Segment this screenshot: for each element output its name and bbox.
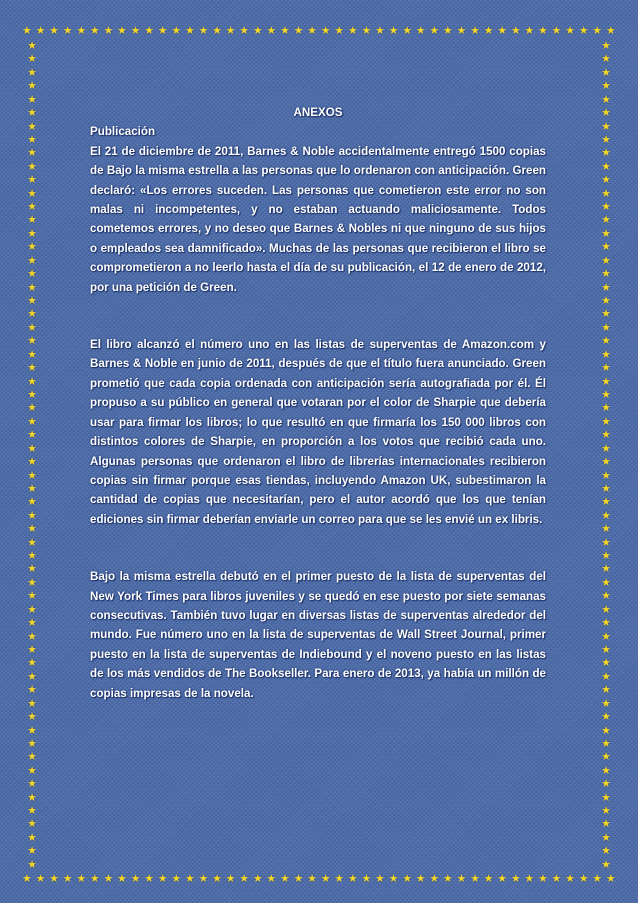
star-icon: ★	[27, 308, 37, 321]
star-icon: ★	[62, 25, 73, 37]
star-icon: ★	[601, 536, 611, 549]
star-icon: ★	[27, 133, 37, 146]
star-icon: ★	[27, 831, 37, 844]
star-icon: ★	[601, 737, 611, 750]
star-icon: ★	[27, 791, 37, 804]
star-icon: ★	[27, 362, 37, 375]
star-icon: ★	[601, 214, 611, 227]
star-icon: ★	[601, 858, 611, 871]
star-icon: ★	[27, 429, 37, 442]
star-icon: ★	[361, 873, 372, 885]
star-icon: ★	[601, 576, 611, 589]
star-icon: ★	[456, 25, 467, 37]
star-icon: ★	[27, 402, 37, 415]
star-icon: ★	[27, 751, 37, 764]
star-icon: ★	[601, 147, 611, 160]
star-icon: ★	[601, 456, 611, 469]
star-icon: ★	[601, 697, 611, 710]
star-icon: ★	[27, 335, 37, 348]
star-icon: ★	[601, 120, 611, 133]
star-icon: ★	[27, 818, 37, 831]
star-icon: ★	[27, 778, 37, 791]
star-icon: ★	[76, 873, 87, 885]
star-icon: ★	[497, 25, 508, 37]
star-icon: ★	[442, 873, 453, 885]
star-icon: ★	[27, 764, 37, 777]
star-icon: ★	[27, 482, 37, 495]
star-icon: ★	[601, 348, 611, 361]
star-icon: ★	[27, 53, 37, 66]
star-icon: ★	[442, 25, 453, 37]
star-icon: ★	[35, 25, 46, 37]
star-icon: ★	[375, 25, 385, 37]
star-icon: ★	[601, 321, 611, 334]
star-icon: ★	[130, 873, 141, 885]
star-icon: ★	[601, 617, 611, 630]
star-icon: ★	[483, 25, 494, 37]
star-icon: ★	[551, 25, 562, 37]
star-icon: ★	[601, 603, 611, 616]
star-icon: ★	[601, 281, 611, 294]
star-icon: ★	[601, 40, 611, 52]
star-icon: ★	[27, 684, 37, 697]
star-icon: ★	[27, 590, 37, 603]
star-icon: ★	[27, 227, 37, 240]
star-icon: ★	[601, 791, 611, 804]
star-icon: ★	[27, 643, 37, 656]
star-icon: ★	[429, 873, 440, 885]
star-icon: ★	[601, 295, 611, 308]
paragraph-spacer	[90, 529, 546, 567]
star-border-bottom	[22, 873, 616, 885]
star-icon: ★	[601, 107, 611, 120]
star-icon: ★	[510, 25, 521, 37]
star-icon: ★	[279, 25, 290, 37]
star-icon: ★	[307, 873, 318, 885]
star-icon: ★	[239, 25, 250, 37]
star-icon: ★	[144, 25, 155, 37]
star-icon: ★	[524, 25, 535, 37]
star-icon: ★	[605, 873, 616, 885]
star-icon: ★	[49, 873, 60, 885]
star-icon: ★	[76, 25, 87, 37]
paragraph-3: Bajo la misma estrella debutó en el primer puesto de la lista de superventas del New York Times para libros juveniles y se quedó en ese puesto por siete semanas consecutivas. También tuvo lugar en diversas listas de superventas alrededor del mundo. Fue número uno en la lista de superventas de Wall Street Journal, primer puesto en la lista de superventas de Indiebound y el noveno puesto en las listas de los más vendidos de The Bookseller. Para enero de 2013, ya había un millón de copias impresas de la novela.	[90, 570, 546, 700]
star-icon: ★	[27, 603, 37, 616]
star-icon: ★	[601, 388, 611, 401]
star-icon: ★	[592, 25, 603, 37]
star-icon: ★	[27, 442, 37, 455]
star-icon: ★	[22, 25, 32, 37]
star-icon: ★	[27, 254, 37, 267]
star-icon: ★	[239, 873, 250, 885]
star-icon: ★	[27, 536, 37, 549]
star-icon: ★	[103, 873, 114, 885]
star-icon: ★	[388, 873, 399, 885]
star-icon: ★	[601, 429, 611, 442]
star-icon: ★	[293, 873, 304, 885]
star-icon: ★	[470, 25, 480, 37]
star-icon: ★	[252, 873, 263, 885]
star-icon: ★	[601, 657, 611, 670]
star-icon: ★	[27, 93, 37, 106]
star-icon: ★	[130, 25, 141, 37]
star-icon: ★	[279, 873, 290, 885]
star-icon: ★	[27, 737, 37, 750]
paragraph-1: El 21 de diciembre de 2011, Barnes & Noble accidentalmente entregó 1500 copias de Bajo la misma estrella a las personas que lo ordenaron con anticipación. Green declaró: «Los errores suceden. Las personas que cometieron este error no son malas ni incompetentes, y no estaban actuando maliciosamente. Todos cometemos errores, y no deseo que Barnes & Nobles ni que ninguno de sus hijos o empleados sea damnificado». Muchas de las personas que recibieron el libro se comprometieron a no leerlo hasta el día de su publicación, el 12 de enero de 2012, por una petición de Green.	[90, 144, 546, 294]
star-icon: ★	[27, 40, 37, 52]
star-icon: ★	[601, 66, 611, 79]
star-icon: ★	[27, 375, 37, 388]
star-icon: ★	[483, 873, 494, 885]
star-icon: ★	[347, 25, 358, 37]
star-icon: ★	[601, 805, 611, 818]
star-icon: ★	[27, 160, 37, 173]
star-icon: ★	[601, 818, 611, 831]
star-icon: ★	[429, 25, 440, 37]
star-icon: ★	[601, 482, 611, 495]
star-icon: ★	[601, 724, 611, 737]
star-icon: ★	[510, 873, 521, 885]
star-icon: ★	[388, 25, 399, 37]
star-icon: ★	[320, 873, 331, 885]
star-icon: ★	[212, 873, 222, 885]
star-icon: ★	[184, 873, 195, 885]
star-icon: ★	[103, 25, 114, 37]
star-icon: ★	[537, 25, 548, 37]
star-icon: ★	[89, 873, 100, 885]
star-icon: ★	[27, 469, 37, 482]
star-icon: ★	[184, 25, 195, 37]
star-icon: ★	[601, 778, 611, 791]
star-icon: ★	[524, 873, 535, 885]
section-heading: Publicación	[90, 125, 156, 139]
star-icon: ★	[27, 496, 37, 509]
star-icon: ★	[144, 873, 155, 885]
star-icon: ★	[601, 643, 611, 656]
star-border-top	[22, 25, 616, 37]
star-icon: ★	[601, 335, 611, 348]
star-icon: ★	[551, 873, 562, 885]
star-icon: ★	[27, 630, 37, 643]
star-icon: ★	[601, 630, 611, 643]
star-icon: ★	[601, 496, 611, 509]
star-border-right	[600, 40, 612, 871]
star-icon: ★	[601, 268, 611, 281]
star-icon: ★	[27, 107, 37, 120]
star-icon: ★	[601, 415, 611, 428]
star-icon: ★	[415, 873, 426, 885]
star-icon: ★	[320, 25, 331, 37]
star-icon: ★	[171, 873, 182, 885]
star-icon: ★	[27, 509, 37, 522]
star-icon: ★	[601, 93, 611, 106]
star-icon: ★	[225, 25, 236, 37]
star-icon: ★	[601, 711, 611, 724]
star-icon: ★	[27, 241, 37, 254]
star-icon: ★	[537, 873, 548, 885]
star-icon: ★	[334, 25, 345, 37]
star-icon: ★	[601, 402, 611, 415]
star-icon: ★	[27, 120, 37, 133]
star-icon: ★	[49, 25, 60, 37]
star-icon: ★	[117, 873, 127, 885]
star-icon: ★	[27, 576, 37, 589]
star-icon: ★	[415, 25, 426, 37]
star-icon: ★	[198, 873, 209, 885]
star-icon: ★	[565, 25, 575, 37]
star-icon: ★	[605, 25, 616, 37]
star-icon: ★	[252, 25, 263, 37]
star-icon: ★	[601, 523, 611, 536]
star-icon: ★	[27, 66, 37, 79]
star-icon: ★	[601, 684, 611, 697]
star-icon: ★	[347, 873, 358, 885]
document-body	[90, 103, 546, 703]
star-icon: ★	[27, 348, 37, 361]
star-icon: ★	[27, 321, 37, 334]
star-icon: ★	[375, 873, 385, 885]
star-icon: ★	[456, 873, 467, 885]
star-icon: ★	[157, 25, 168, 37]
star-icon: ★	[27, 456, 37, 469]
star-icon: ★	[601, 174, 611, 187]
star-icon: ★	[601, 670, 611, 683]
star-icon: ★	[27, 617, 37, 630]
star-icon: ★	[27, 550, 37, 563]
paragraph-2: El libro alcanzó el número uno en las listas de superventas de Amazon.com y Barnes & Noble en junio de 2011, después de que el título fuera anunciado. Green prometió que cada copia ordenada con anticipación sería autografiada por él. Él propuso a su público en general que votaran por el color de Sharpie que debería usar para firmar los libros; lo que resultó en que firmaría los 150 000 libros con distintos colores de Sharpie, en proporción a los votos que recibió cada uno. Algunas personas que ordenaron el libro de librerías internacionales recibieron copias sin firmar porque esas tiendas, incluyendo Amazon UK, subestimaron la cantidad de copias que necesitarían, pero el autor acordó que los que tenían ediciones sin firmar deberían enviarle un correo para que se les envié un ex libris.	[90, 338, 546, 526]
star-icon: ★	[601, 133, 611, 146]
star-icon: ★	[601, 550, 611, 563]
star-icon: ★	[601, 831, 611, 844]
star-icon: ★	[89, 25, 100, 37]
star-icon: ★	[601, 160, 611, 173]
star-icon: ★	[27, 805, 37, 818]
star-icon: ★	[601, 442, 611, 455]
star-icon: ★	[293, 25, 304, 37]
star-icon: ★	[470, 873, 480, 885]
star-icon: ★	[601, 469, 611, 482]
star-icon: ★	[601, 308, 611, 321]
star-icon: ★	[22, 873, 32, 885]
star-icon: ★	[601, 563, 611, 576]
star-icon: ★	[27, 697, 37, 710]
star-icon: ★	[601, 201, 611, 214]
star-icon: ★	[27, 711, 37, 724]
star-icon: ★	[592, 873, 603, 885]
star-icon: ★	[565, 873, 575, 885]
star-icon: ★	[402, 25, 413, 37]
star-icon: ★	[27, 187, 37, 200]
star-icon: ★	[27, 214, 37, 227]
star-icon: ★	[27, 563, 37, 576]
star-icon: ★	[578, 25, 589, 37]
star-icon: ★	[35, 873, 46, 885]
star-icon: ★	[402, 873, 413, 885]
star-icon: ★	[171, 25, 182, 37]
page-title: ANEXOS	[293, 106, 343, 119]
star-icon: ★	[212, 25, 222, 37]
star-icon: ★	[27, 174, 37, 187]
star-icon: ★	[601, 227, 611, 240]
star-icon: ★	[27, 523, 37, 536]
star-icon: ★	[601, 187, 611, 200]
star-icon: ★	[361, 25, 372, 37]
star-icon: ★	[62, 873, 73, 885]
star-icon: ★	[117, 25, 127, 37]
star-icon: ★	[601, 509, 611, 522]
star-icon: ★	[601, 254, 611, 267]
star-icon: ★	[27, 415, 37, 428]
star-icon: ★	[601, 241, 611, 254]
star-icon: ★	[225, 873, 236, 885]
star-icon: ★	[601, 53, 611, 66]
star-icon: ★	[27, 147, 37, 160]
star-icon: ★	[27, 657, 37, 670]
star-icon: ★	[27, 268, 37, 281]
star-icon: ★	[601, 375, 611, 388]
star-icon: ★	[601, 751, 611, 764]
star-icon: ★	[27, 858, 37, 871]
star-icon: ★	[27, 80, 37, 93]
star-icon: ★	[266, 25, 277, 37]
star-icon: ★	[578, 873, 589, 885]
star-icon: ★	[27, 388, 37, 401]
star-icon: ★	[27, 724, 37, 737]
star-icon: ★	[601, 362, 611, 375]
star-icon: ★	[198, 25, 209, 37]
star-icon: ★	[27, 281, 37, 294]
star-icon: ★	[601, 764, 611, 777]
star-border-left	[26, 40, 38, 871]
star-icon: ★	[266, 873, 277, 885]
star-icon: ★	[157, 873, 168, 885]
star-icon: ★	[601, 845, 611, 858]
star-icon: ★	[307, 25, 318, 37]
star-icon: ★	[497, 873, 508, 885]
paragraph-spacer	[90, 297, 546, 335]
star-icon: ★	[334, 873, 345, 885]
star-icon: ★	[27, 670, 37, 683]
star-icon: ★	[601, 80, 611, 93]
star-icon: ★	[27, 295, 37, 308]
star-icon: ★	[27, 845, 37, 858]
star-icon: ★	[601, 590, 611, 603]
star-icon: ★	[27, 201, 37, 214]
